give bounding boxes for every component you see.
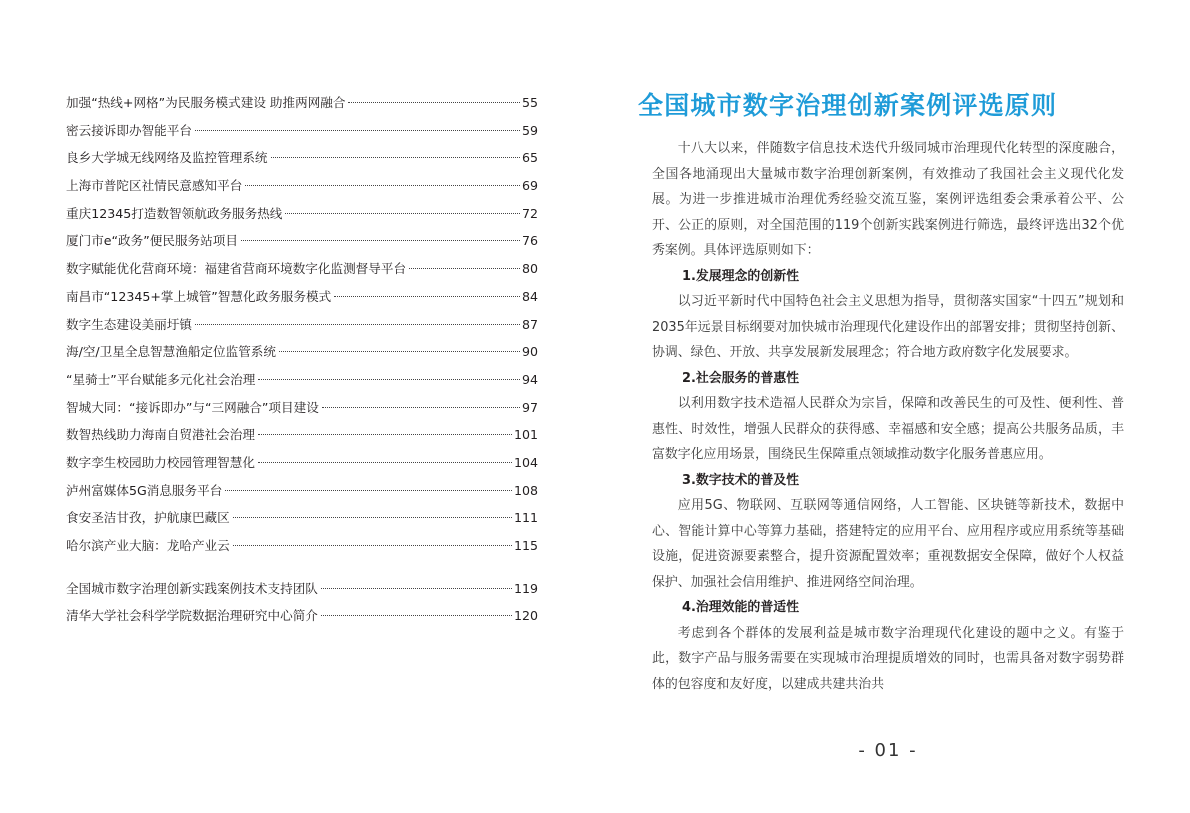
toc-entry[interactable] <box>66 532 538 560</box>
section-heading: 3.数字技术的普及性 <box>682 472 799 488</box>
toc-leader-dots <box>279 351 520 352</box>
toc-entry[interactable] <box>66 504 538 532</box>
toc-leader-dots <box>195 324 520 325</box>
toc-leader-dots <box>225 490 512 491</box>
toc-leader-dots <box>233 517 512 518</box>
toc-entry-page: 90 <box>521 344 538 360</box>
toc-entry[interactable] <box>66 200 538 228</box>
toc-entry-page: 80 <box>521 261 538 277</box>
toc-entry[interactable] <box>66 449 538 477</box>
toc-leader-dots <box>348 102 519 103</box>
article-title: 全国城市数字治理创新案例评选原则 <box>638 91 1058 120</box>
toc-leader-dots <box>195 130 520 131</box>
toc-entry[interactable] <box>66 255 538 283</box>
toc-entry-title: 数字生态建设美丽圩镇 <box>66 316 192 332</box>
toc-entry-title: 数字孪生校园助力校园管理智慧化 <box>66 454 255 470</box>
toc-entry-page: 69 <box>521 178 538 194</box>
page-number: - 01 - <box>858 740 918 761</box>
toc-entry-page: 119 <box>513 580 538 596</box>
toc-entry-page: 55 <box>521 95 538 110</box>
toc-entry[interactable] <box>66 144 538 172</box>
toc-entry-page: 115 <box>513 538 538 553</box>
toc-entry-title: 数字赋能优化营商环境：福建省营商环境数字化监测督导平台 <box>66 261 407 277</box>
toc-entry-page: 72 <box>521 205 538 221</box>
toc-leader-dots <box>285 213 520 214</box>
toc-entry-title: 厦门市e“政务”便民服务站项目 <box>66 233 238 249</box>
toc-entry-title: “星骑士”平台赋能多元化社会治理 <box>66 371 256 387</box>
toc-entry-title: 良乡大学城无线网络及监控管理系统 <box>66 150 268 166</box>
toc-entry-title: 智城大同：“接诉即办”与“三网融合”项目建设 <box>66 399 319 415</box>
toc-entry-page: 120 <box>513 608 538 624</box>
toc-leader-dots <box>321 588 512 589</box>
toc-entry[interactable] <box>66 477 538 505</box>
toc-entry-title: 南昌市“12345+掌上城管”智慧化政务服务模式 <box>66 288 332 304</box>
toc-leader-dots <box>245 185 520 186</box>
toc-leader-dots <box>334 296 520 297</box>
toc-leader-dots <box>409 268 520 269</box>
toc-entry[interactable] <box>66 338 538 366</box>
toc-entry[interactable] <box>66 283 538 311</box>
toc-entry-title: 清华大学社会科学学院数据治理研究中心简介 <box>66 608 318 624</box>
toc-entry[interactable] <box>66 227 538 255</box>
toc-leader-dots <box>233 545 512 546</box>
toc-section-gap <box>66 560 538 575</box>
toc-entry-title: 加强“热线+网格”为民服务模式建设 助推两网融合 <box>66 95 346 110</box>
toc-leader-dots <box>271 157 520 158</box>
toc-entry-page: 59 <box>521 122 538 138</box>
toc-entry-title: 密云接诉即办智能平台 <box>66 122 192 138</box>
toc-leader-dots <box>258 434 512 435</box>
toc-entry-title: 全国城市数字治理创新实践案例技术支持团队 <box>66 580 318 596</box>
section-body: 以利用数字技术造福人民群众为宗旨，保障和改善民生的可及性、便利性、普惠性、时效性，增强人民群众的获得感、幸福感和安全感；提高公共服务品质，丰富数字化应用场景，围绕民生保障重点领域推动数字化服务普惠应用。 <box>652 396 1124 462</box>
toc-entry-page: 94 <box>521 371 538 387</box>
toc-entry-title: 食安圣洁甘孜，护航康巴藏区 <box>66 510 230 526</box>
toc-entry[interactable] <box>66 394 538 422</box>
toc-entry-title: 海/空/卫星全息智慧渔船定位监管系统 <box>66 344 276 360</box>
section-body: 以习近平新时代中国特色社会主义思想为指导，贯彻落实国家“十四五”规划和2035年远景目标纲要对加快城市治理现代化建设作出的部署安排；贯彻坚持创新、协调、绿色、开放、共享发展新发展理念；符合地方政府数字化发展要求。 <box>652 294 1124 360</box>
toc-entry[interactable] <box>66 366 538 394</box>
toc-entry-page: 104 <box>513 454 538 470</box>
section-body: 考虑到各个群体的发展利益是城市数字治理现代化建设的题中之义。有鉴于此，数字产品与服务需要在实现城市治理提质增效的同时，也需具备对数字弱势群体的包容度和友好度，以建成共建共治共 <box>652 625 1124 692</box>
toc-leader-dots <box>258 462 512 463</box>
toc-leader-dots <box>321 615 512 616</box>
article-intro: 十八大以来，伴随数字信息技术迭代升级同城市治理现代化转型的深度融合，全国各地涌现出大量城市数字治理创新案例，有效推动了我国社会主义现代化发展。为进一步推进城市治理优秀经验交流互鉴，案例评选组委会秉承着公平、公开、公正的原则，对全国范围的119个创新实践案例进行筛选，最终评选出32个优秀案例。具体评选原则如下： <box>652 141 1124 258</box>
toc-entry-title: 重庆12345打造数智领航政务服务热线 <box>66 205 283 221</box>
toc-entry-page: 111 <box>513 510 538 526</box>
toc-leader-dots <box>322 407 520 408</box>
toc-entry-page: 108 <box>513 482 538 498</box>
toc-entry-title: 数智热线助力海南自贸港社会治理 <box>66 427 255 443</box>
toc-entry-title: 哈尔滨产业大脑：龙哈产业云 <box>66 538 230 553</box>
toc-entry-page: 76 <box>521 233 538 249</box>
toc-entry-page: 87 <box>521 316 538 332</box>
section-heading: 4.治理效能的普适性 <box>682 600 799 615</box>
article-body <box>652 136 1124 697</box>
section-body: 应用5G、物联网、互联网等通信网络，人工智能、区块链等新技术，数据中心、智能计算中心等算力基础，搭建特定的应用平台、应用程序或应用系统等基础设施，促进资源要素整合，提升资源配置效率；重视数据安全保障，做好个人权益保护、加强社会信用维护、推进网络空间治理。 <box>652 498 1124 590</box>
toc-leader-dots <box>241 240 520 241</box>
toc-entry-page: 97 <box>521 399 538 415</box>
toc-entry[interactable] <box>66 117 538 145</box>
section-heading: 2.社会服务的普惠性 <box>682 370 799 386</box>
toc-entry-page: 65 <box>521 150 538 166</box>
toc-entry-title: 上海市普陀区社情民意感知平台 <box>66 178 243 194</box>
toc-entry-page: 84 <box>521 288 538 304</box>
toc-entry[interactable] <box>66 421 538 449</box>
toc-appendix-entry[interactable] <box>66 602 538 630</box>
toc-entry[interactable] <box>66 311 538 339</box>
toc-entry[interactable] <box>66 172 538 200</box>
toc-entry-page: 101 <box>513 427 538 443</box>
toc-leader-dots <box>258 379 520 380</box>
section-heading: 1.发展理念的创新性 <box>682 268 799 284</box>
toc-entry[interactable] <box>66 89 538 117</box>
table-of-contents <box>66 89 538 630</box>
toc-appendix-entry[interactable] <box>66 575 538 603</box>
toc-entry-title: 泸州富媒体5G消息服务平台 <box>66 482 223 498</box>
